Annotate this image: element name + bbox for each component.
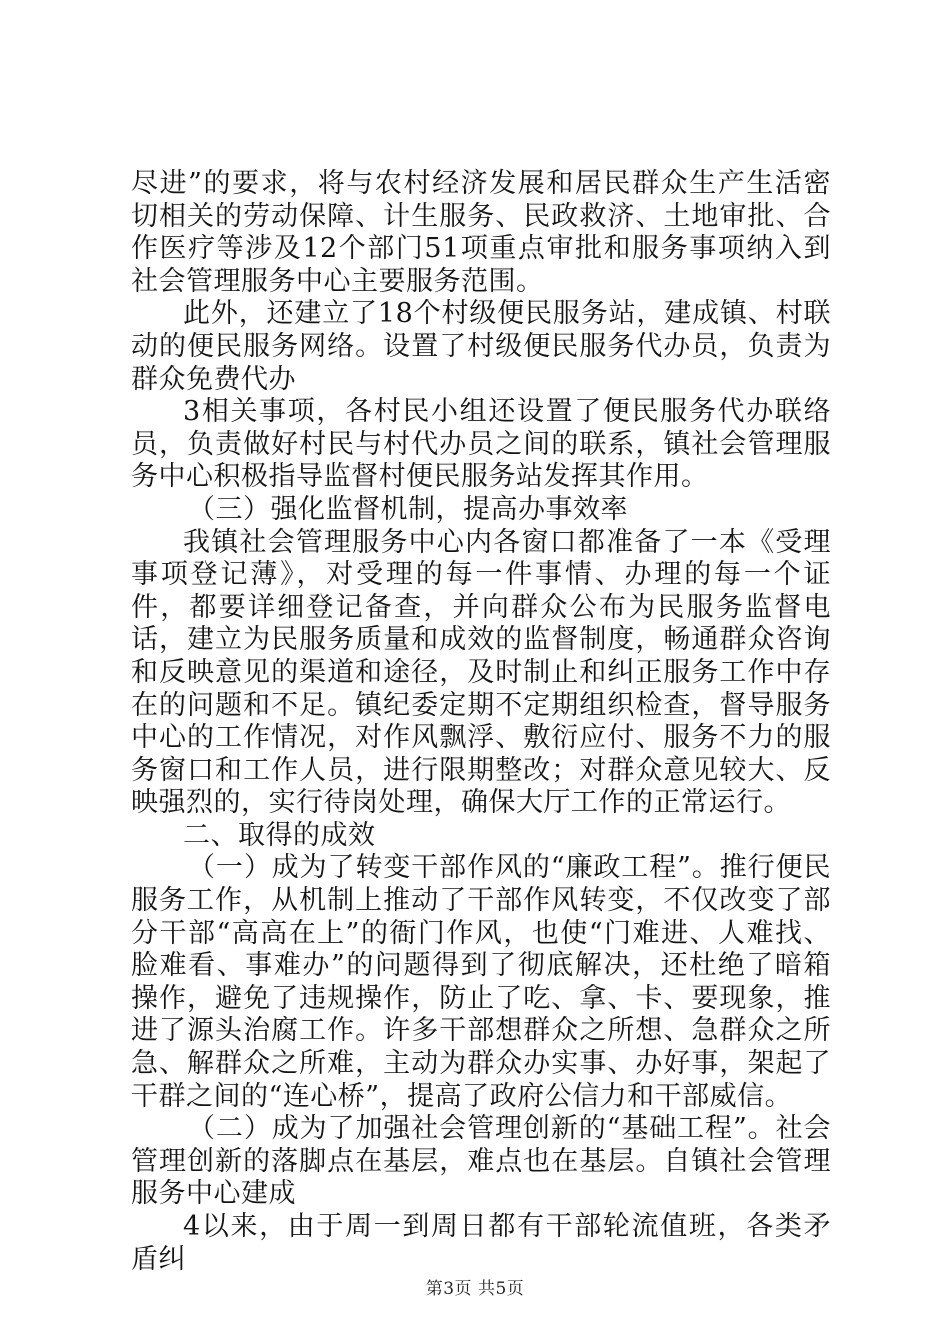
page-number-footer: 第3页 共5页 bbox=[425, 1279, 525, 1299]
paragraph-supervision: 我镇社会管理服务中心内各窗口都准备了一本《受理事项登记薄》，对受理的每一件事情、办理的每一个证件，都要详细登记备查，并向群众公布为民服务监督电话，建立为民服务质量和成效的监督制度，畅通群众咨询和反映意见的渠道和途径，及时制止和纠正服务工作中存在的问题和不足。镇纪委定期不定期组织检查，督导服务中心的工作情况，对作风飘浮、敷衍应付、服务不力的服务窗口和工作人员，进行限期整改；对群众意见较大、反映强烈的，实行待岗处理，确保大厅工作的正常运行。 bbox=[131, 526, 831, 819]
paragraph-village-stations: 此外，还建立了18个村级便民服务站，建成镇、村联动的便民服务网络。设置了村级便民服务代办员，负责为群众免费代办 bbox=[131, 298, 831, 395]
paragraph-village-liaisons: 3相关事项，各村民小组还设置了便民服务代办联络员，负责做好村民与村代办员之间的联系，镇社会管理服务中心积极指导监督村便民服务站发挥其作用。 bbox=[131, 396, 831, 493]
document-body bbox=[131, 168, 831, 1276]
paragraph-integrity-project: （一）成为了转变干部作风的“廉政工程”。推行便民服务工作，从机制上推动了干部作风转变，不仅改变了部分干部“高高在上”的衙门作风，也使“门难进、人难找、脸难看、事难办”的问题得到了彻底解决，还杜绝了暗箱操作，避免了违规操作，防止了吃、拿、卡、要现象，推进了源头治腐工作。许多干部想群众之所想、急群众之所急、解群众之所难，主动为群众办实事、办好事，架起了干群之间的“连心桥”，提高了政府公信力和干部威信。 bbox=[131, 852, 831, 1112]
paragraph-foundation-project: （二）成为了加强社会管理创新的“基础工程”。社会管理创新的落脚点在基层，难点也在基层。自镇社会管理服务中心建成 bbox=[131, 1113, 831, 1210]
paragraph-service-scope: 尽进”的要求，将与农村经济发展和居民群众生产生活密切相关的劳动保障、计生服务、民政救济、土地审批、合作医疗等涉及12个部门51项重点审批和服务事项纳入到社会管理服务中心主要服务范围。 bbox=[131, 168, 831, 297]
paragraph-duty-rotation: 4以来，由于周一到周日都有干部轮流值班，各类矛盾纠 bbox=[131, 1211, 831, 1275]
section-heading-supervision: （三）强化监督机制，提高办事效率 bbox=[188, 493, 628, 525]
section-heading-achievements: 二、取得的成效 bbox=[183, 819, 376, 851]
